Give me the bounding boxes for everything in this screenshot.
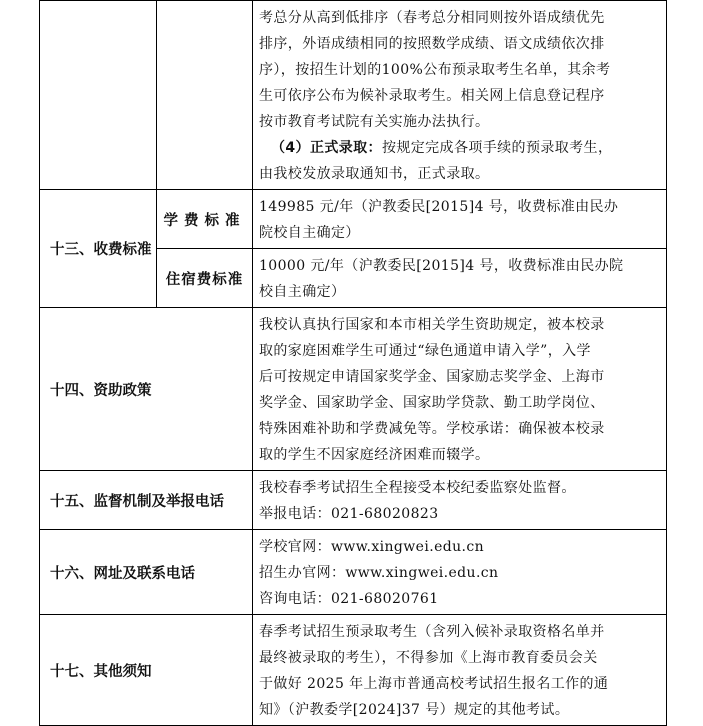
formal-admission-title: （4）正式录取：: [271, 140, 382, 156]
text-line: 我校春季考试招生全程接受本校纪委监察处监督。: [259, 480, 576, 496]
lodging-content: [253, 249, 667, 308]
lodging-label: 住宿费标准: [157, 249, 253, 308]
text-line: 10000 元/年（沪教委民[2015]4 号，收费标准由民办院: [259, 258, 624, 274]
tuition-label: 学费标准: [157, 190, 253, 249]
blank-sublabel-cell: [157, 1, 253, 190]
text-line: 排序，外语成绩相同的按照数学成绩、语文成绩依次排: [259, 36, 605, 52]
contact-content: [253, 530, 667, 615]
aid-policy-row: [40, 308, 667, 471]
text-line: 特殊困难补助和学费减免等。学校承诺：确保被本校录: [259, 421, 605, 437]
text-line: 知》（沪教委学[2024]37 号）规定的其他考试。: [259, 702, 570, 718]
text-line: 由我校发放录取通知书，正式录取。: [259, 166, 490, 182]
text-line: 生可依序公布为候补录取考生。相关网上信息登记程序: [259, 88, 605, 104]
consult-phone-line: 咨询电话：021-68020761: [259, 591, 439, 607]
admission-website-line: 招生办官网：www.xingwei.edu.cn: [259, 565, 499, 581]
blank-label-cell: [40, 1, 157, 190]
text-line: 后可按规定申请国家奖学金、国家励志奖学金、上海市: [259, 369, 605, 385]
fees-tuition-row: [40, 190, 667, 249]
supervision-content: [253, 471, 667, 530]
notes-content: [253, 615, 667, 726]
formal-admission-line: [259, 135, 660, 161]
text-line: 149985 元/年（沪教委民[2015]4 号，收费标准由民办: [259, 199, 619, 215]
text-line: 按市教育考试院有关实施办法执行。: [259, 114, 490, 130]
text-line: 举报电话：021-68020823: [259, 506, 439, 522]
text-line: 我校认真执行国家和本市相关学生资助规定，被本校录: [259, 317, 605, 333]
supervision-label: 十五、监督机制及举报电话: [40, 471, 253, 530]
text-line: 取的家庭困难学生可通过“绿色通道申请入学”，入学: [259, 343, 591, 359]
aid-content: [253, 308, 667, 471]
notes-row: [40, 615, 667, 726]
contact-label: 十六、网址及联系电话: [40, 530, 253, 615]
supervision-row: [40, 471, 667, 530]
aid-label: 十四、资助政策: [40, 308, 253, 471]
school-website-line: 学校官网：www.xingwei.edu.cn: [259, 539, 485, 555]
tuition-content: [253, 190, 667, 249]
admission-continuation-row: [40, 1, 667, 190]
text-line: 取的学生不因家庭经济困难而辍学。: [259, 447, 490, 463]
notes-label: 十七、其他须知: [40, 615, 253, 726]
formal-admission-text: 按规定完成各项手续的预录取考生，: [381, 140, 613, 156]
text-line: 于做好 2025 年上海市普通高校考试招生报名工作的通: [259, 676, 609, 692]
text-line: 春季考试招生预录取考生（含列入候补录取资格名单并: [259, 624, 605, 640]
text-line: 奖学金、国家助学金、国家助学贷款、勤工助学岗位、: [259, 395, 605, 411]
fees-label: 十三、收费标准: [40, 190, 157, 308]
text-line: 最终被录取的考生），不得参加《上海市教育委员会关: [259, 650, 598, 666]
text-line: 院校自主确定）: [259, 225, 360, 241]
text-line: 考总分从高到低排序（春考总分相同则按外语成绩优先: [259, 10, 605, 26]
contact-row: [40, 530, 667, 615]
admission-content: [253, 1, 667, 190]
admission-info-table: [39, 0, 667, 726]
text-line: 序），按招生计划的100%公布预录取考生名单，其余考: [259, 62, 611, 78]
text-line: 校自主确定）: [259, 284, 346, 300]
